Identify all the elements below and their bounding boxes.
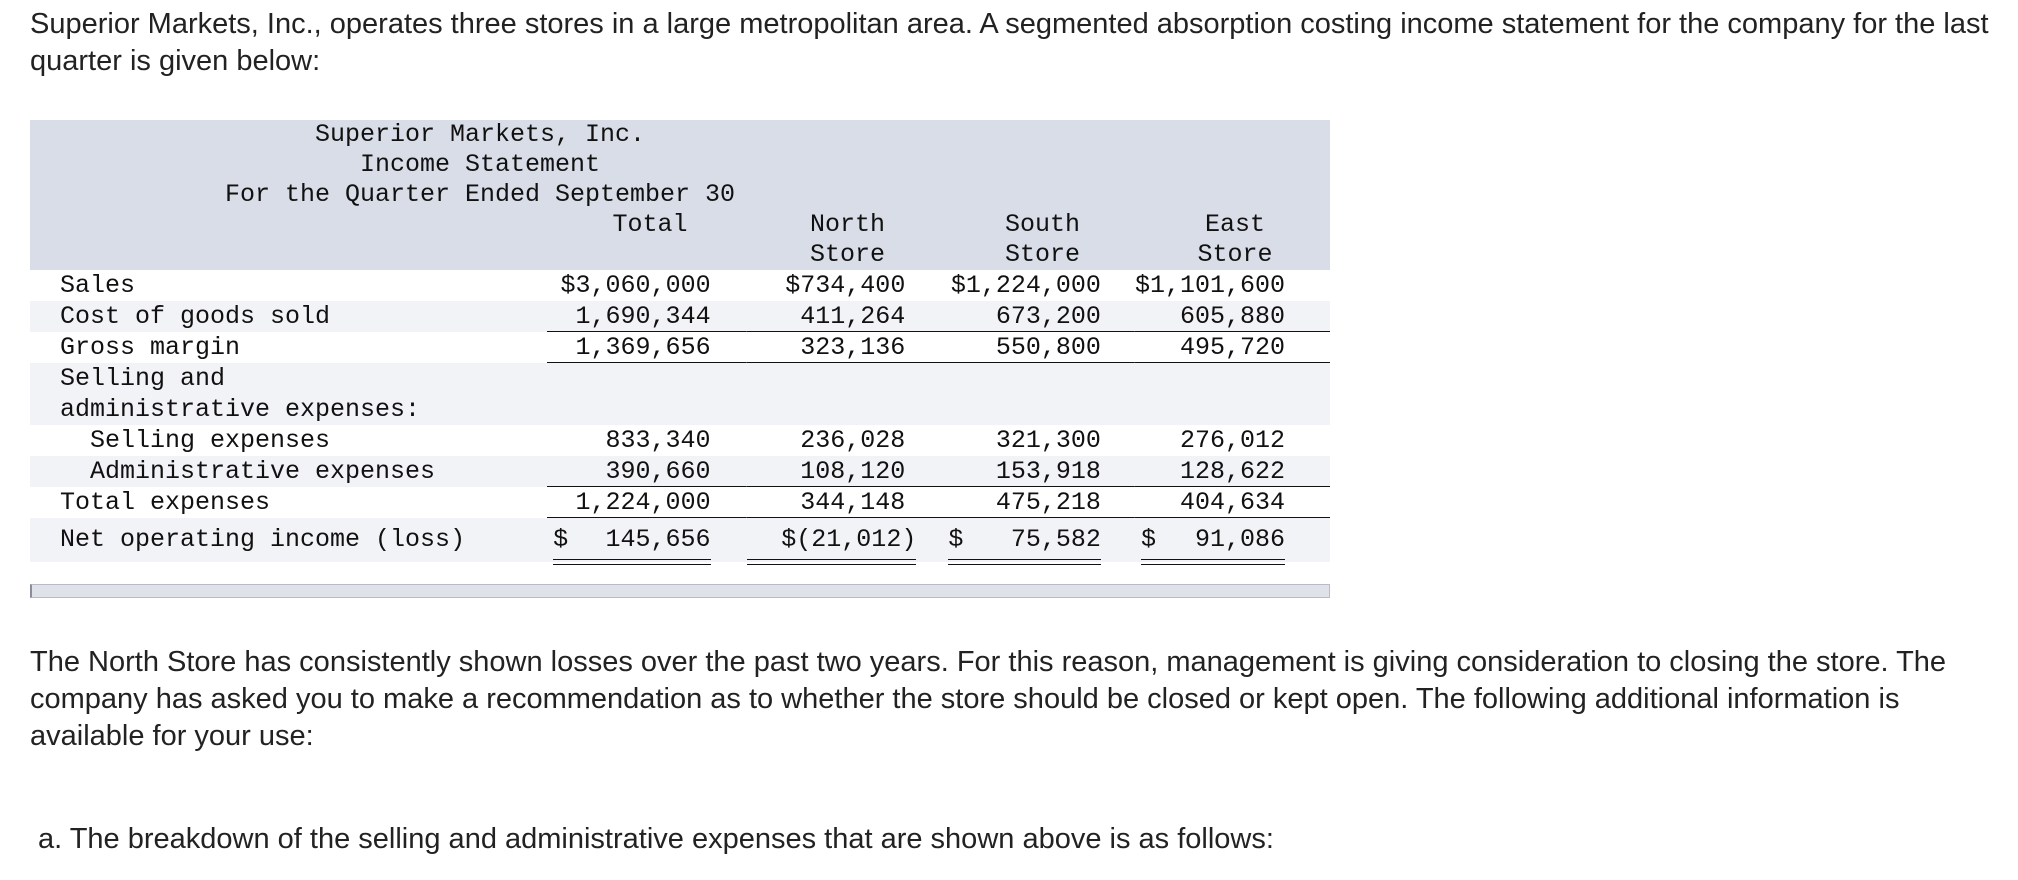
row-admin-expenses: Administrative expenses 390,660 108,120 153,918 128,622 (30, 456, 1330, 487)
col-header-east: East Store (1197, 210, 1273, 269)
row-selling-expenses: Selling expenses 833,340 236,028 321,300 276,012 (90, 426, 1285, 455)
row-gross-margin: Gross margin 1,369,656 323,136 550,800 495,720 (30, 332, 1330, 363)
statement-header (30, 120, 1330, 270)
row-sga-heading: Selling and administrative expenses: (30, 363, 1330, 425)
income-statement (30, 120, 1330, 562)
col-header-south: South Store (1004, 210, 1080, 269)
statement-title: Income Statement (359, 150, 601, 179)
intro-paragraph: Superior Markets, Inc., operates three stores in a large metropolitan area. A segmented absorption costing income statement for the company for the last quarter is given below: (30, 8, 1989, 77)
row-total-expenses: Total expenses 1,224,000 344,148 475,218 404,634 (30, 487, 1330, 518)
item-a-paragraph: a. The breakdown of the selling and administrative expenses that are shown above is as follows: (38, 823, 1274, 855)
row-cogs: Cost of goods sold 1,690,344 411,264 673,200 605,880 (30, 301, 1330, 332)
col-header-north: North Store (809, 210, 885, 269)
col-header-total: Total (612, 210, 688, 239)
column-headers (30, 210, 1330, 270)
row-net-operating-income: Net operating income (loss) $ 145,656 $(21,012) $ 75,582 $ 91,086 (30, 518, 1330, 562)
row-sales: Sales $3,060,000 $734,400 $1,224,000 $1,101,600 (60, 271, 1285, 300)
statement-table (30, 270, 1330, 562)
statement-period: For the Quarter Ended September 30 (224, 180, 736, 209)
statement-company: Superior Markets, Inc. (314, 120, 646, 149)
horizontal-scrollbar[interactable] (30, 584, 1330, 598)
north-store-paragraph: The North Store has consistently shown losses over the past two years. For this reason, management is giving consideration to closing the store. The company has asked you to make a recommendation as to whether the store should be closed or kept open. The following additional information is available for your use: (30, 646, 1947, 752)
